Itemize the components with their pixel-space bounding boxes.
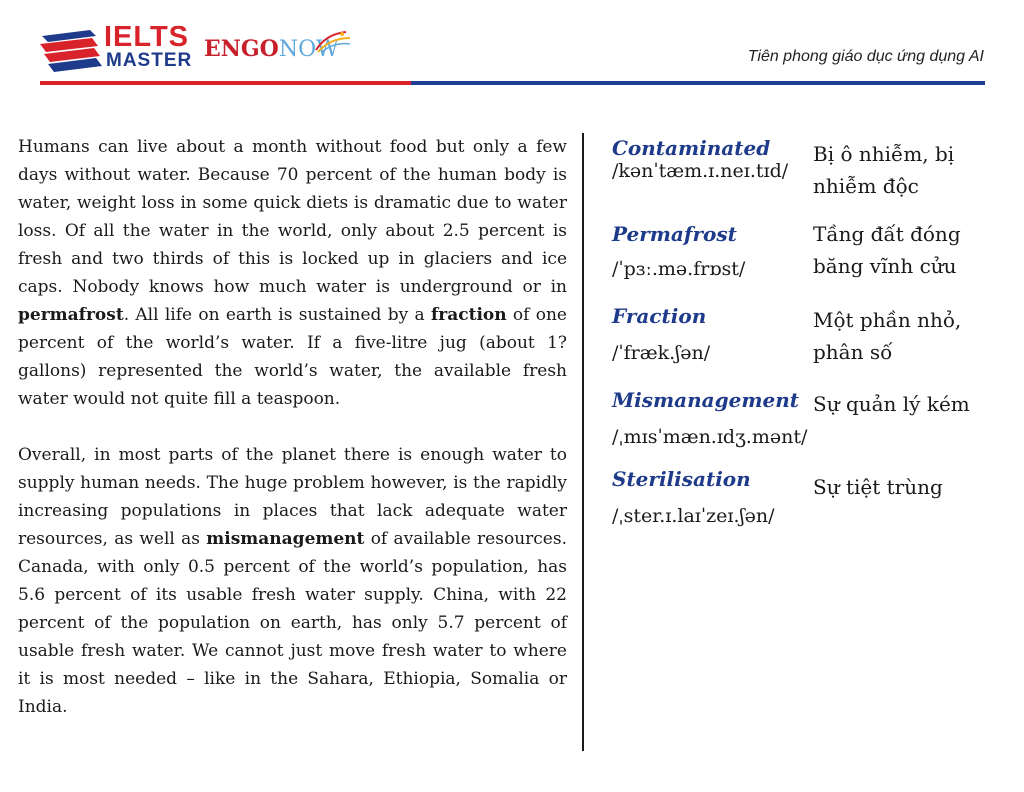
passage-text: . All life on earth is sustained by a bbox=[123, 305, 431, 325]
keyword-fraction: fraction bbox=[430, 305, 507, 325]
vocab-word: Sterilisation bbox=[612, 467, 751, 491]
logo-now-text: NOW bbox=[278, 37, 339, 62]
column-divider bbox=[582, 133, 584, 751]
passage-paragraph-1 bbox=[18, 133, 567, 413]
passage-text: Overall, in most parts of the planet there is enough water to supply human needs. The huge problem however, is the rapidly increasing populations in places that lack adequate water resources, as well as bbox=[18, 445, 567, 549]
passage-text: of one percent of the world’s water. If a five-litre jug (about 1? gallons) represented the world’s water, the available fresh water would not quite fill a teaspoon. bbox=[18, 305, 567, 409]
sunburst-icon bbox=[312, 28, 352, 54]
vocab-word: Fraction bbox=[612, 304, 707, 328]
passage-text: Humans can live about a month without food but only a few days without water. Because 70 percent of the human body is water, weight loss in some quick diets is dramatic due to water loss. Of all the water in the world, only about 2.5 percent is fresh and two thirds of this is locked up in glaciers and ice caps. Nobody knows how much water is underground or in bbox=[18, 137, 567, 297]
passage-text: of available resources. Canada, with only 0.5 percent of the world’s population, has 5.6 percent of its usable fresh water supply. China, with 22 percent of the population on earth, has only 5.7 percent of usable fresh water. We cannot just move fresh water to where it is most needed – like in the Sahara, Ethiopia, Somalia or India. bbox=[18, 529, 567, 717]
keyword-mismanagement: mismanagement bbox=[206, 529, 365, 549]
vocab-word: Permafrost bbox=[612, 222, 737, 246]
reading-passage bbox=[18, 133, 567, 721]
keyword-permafrost: permafrost bbox=[18, 305, 124, 325]
logo-engo-text: ENGO bbox=[204, 36, 279, 62]
logo-master-text: MASTER bbox=[106, 50, 193, 71]
vocab-meaning: Một phần nhỏ, phân số bbox=[813, 308, 962, 364]
tagline: Tiên phong giáo dục ứng dụng AI bbox=[747, 48, 984, 65]
vocab-meaning: Bị ô nhiễm, bị nhiễm độc bbox=[813, 142, 955, 198]
vocab-word: Contaminated bbox=[612, 136, 771, 160]
page-header bbox=[0, 0, 1024, 90]
passage-paragraph-2 bbox=[18, 441, 567, 721]
header-rule-red bbox=[40, 81, 411, 85]
vocab-ipa: /ˌmɪsˈmæn.ɪdʒ.mənt/ bbox=[612, 426, 808, 448]
vocab-ipa: /kənˈtæm.ɪ.neɪ.tɪd/ bbox=[612, 160, 789, 182]
vocab-ipa: /ˌster.ɪ.laɪˈzeɪ.ʃən/ bbox=[612, 505, 775, 527]
ielts-master-logo-icon bbox=[40, 22, 102, 72]
vocab-word: Mismanagement bbox=[612, 388, 799, 412]
vocab-meaning: Sự quản lý kém bbox=[813, 392, 970, 416]
vocab-meaning: Sự tiệt trùng bbox=[813, 475, 943, 499]
vocab-ipa: /ˈfræk.ʃən/ bbox=[612, 342, 711, 364]
header-rule-blue bbox=[411, 81, 985, 85]
vocab-ipa: /ˈpɜː.mə.frɒst/ bbox=[612, 258, 746, 280]
logo-ielts-text: IELTS bbox=[104, 21, 190, 53]
vocab-meaning: Tầng đất đóng băng vĩnh cửu bbox=[813, 222, 961, 278]
